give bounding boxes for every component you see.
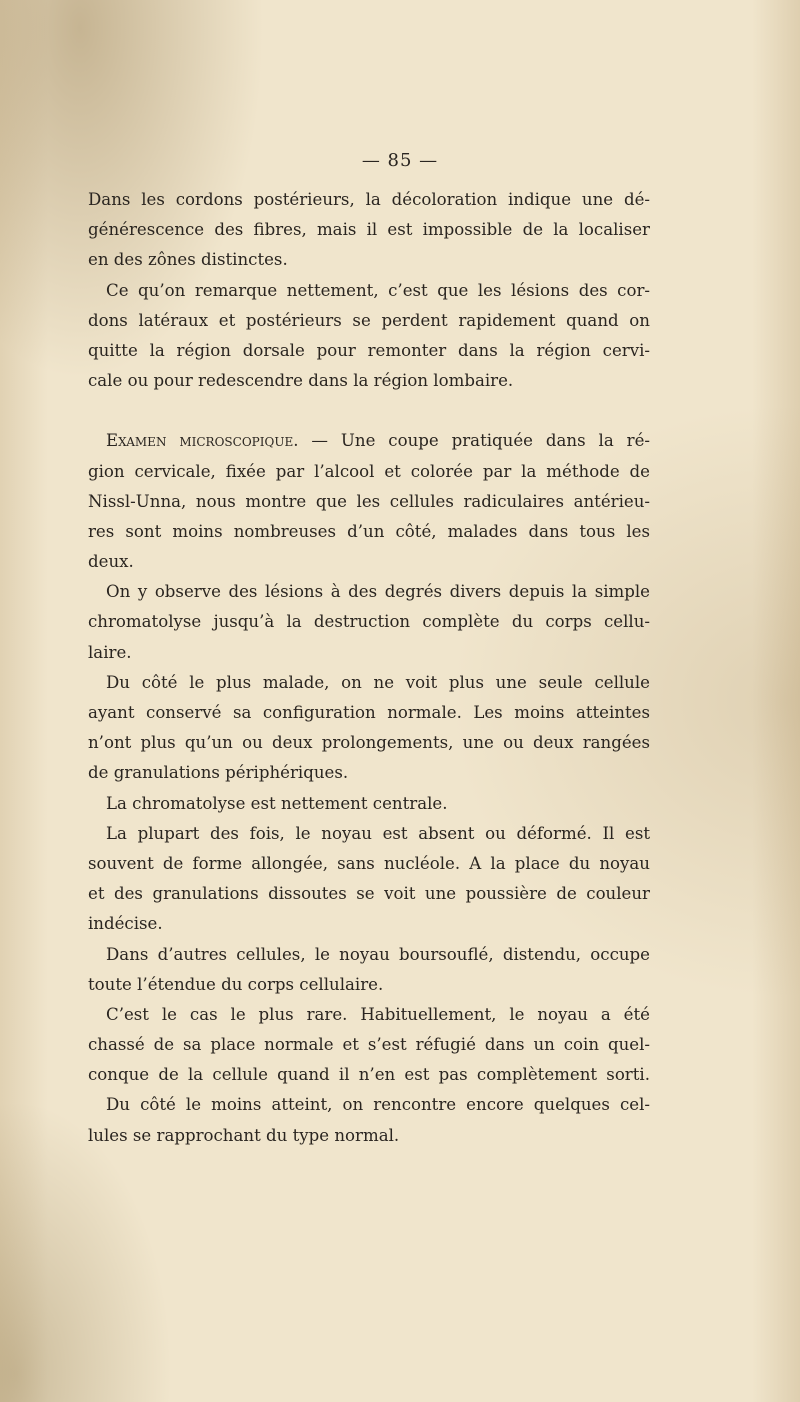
text-line: conque de la cellule quand il n’en est pas complètement sorti. — [88, 1065, 650, 1085]
section-gap — [88, 396, 650, 426]
text-line: en des zônes distinctes. — [88, 250, 288, 270]
text-line: et des granulations dissoutes se voit une poussière de couleur — [88, 884, 650, 904]
body-text — [88, 185, 650, 1151]
text-line: La plupart des fois, le noyau est absent ou déformé. Il est — [106, 823, 650, 843]
text-line: générescence des fibres, mais il est impossible de la localiser — [88, 220, 650, 240]
text-line: On y observe des lésions à des degrés divers depuis la simple — [106, 582, 650, 602]
text-line: res sont moins nombreuses d’un côté, malades dans tous les — [88, 521, 650, 541]
text-line: lules se rapprochant du type normal. — [88, 1125, 400, 1145]
text-line: laire. — [88, 642, 132, 662]
text-line: cale ou pour redescendre dans la région lombaire. — [88, 371, 514, 391]
text-line: Dans les cordons postérieurs, la décoloration indique une dé- — [88, 190, 650, 209]
text-line: deux. — [88, 552, 134, 572]
text-line: dons latéraux et postérieurs se perdent rapidement quand on — [88, 310, 650, 330]
text-line: C’est le cas le plus rare. Habituellement, le noyau a été — [106, 1004, 650, 1024]
text-line: Dans d’autres cellules, le noyau boursouflé, distendu, occupe — [106, 944, 650, 964]
text-line — [88, 426, 650, 456]
text-line: de granulations périphériques. — [88, 763, 349, 783]
text-line: gion cervicale, fixée par l’alcool et colorée par la méthode de — [88, 461, 650, 481]
text-line: Ce qu’on remarque nettement, c’est que les lésions des cor- — [106, 280, 650, 300]
text-line: n’ont plus qu’un ou deux prolongements, une ou deux rangées — [88, 733, 650, 753]
text-line: Nissl-Unna, nous montre que les cellules radiculaires antérieu- — [88, 491, 650, 511]
text-line: ayant conservé sa configuration normale. Les moins atteintes — [88, 703, 650, 722]
text-line: quitte la région dorsale pour remonter dans la région cervi- — [88, 340, 650, 360]
text-line: chromatolyse jusqu’à la destruction complète du corps cellu- — [88, 612, 650, 632]
text-fragment: — Une coupe pratiquée dans la ré- — [298, 431, 650, 451]
text-line: La chromatolyse est nettement centrale. — [106, 793, 448, 813]
text-line: souvent de forme allongée, sans nucléole. A la place du noyau — [88, 853, 650, 873]
text-line: Du côté le moins atteint, on rencontre encore quelques cel- — [106, 1095, 650, 1115]
page-number: — 85 — — [361, 150, 439, 171]
text-line: Du côté le plus malade, on ne voit plus une seule cellule — [106, 672, 650, 692]
section-heading: Examen microscopique. — [106, 431, 299, 451]
text-line: indécise. — [88, 914, 163, 934]
text-line: toute l’étendue du corps cellulaire. — [88, 974, 384, 994]
text-line: chassé de sa place normale et s’est réfugié dans un coin quel- — [88, 1035, 650, 1055]
